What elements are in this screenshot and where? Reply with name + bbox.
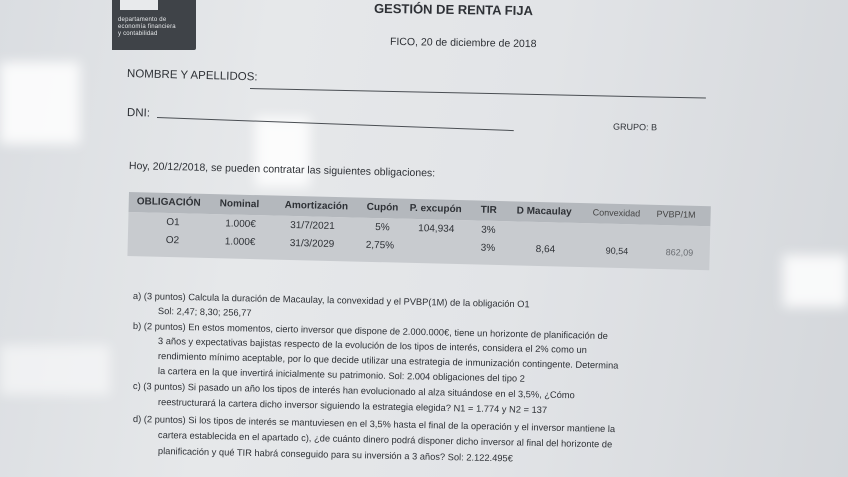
col-d-macaulay: D Macaulay bbox=[516, 205, 572, 218]
group-label: GRUPO: B bbox=[612, 121, 658, 133]
question-b-line: rendimiento mínimo aceptable, por lo que decide utilizar una estrategia de inmunización contingente. Determina bbox=[157, 351, 619, 371]
name-label: NOMBRE Y APELLIDOS: bbox=[126, 68, 258, 84]
question-a-line: Sol: 2,47; 8,30; 256,77 bbox=[157, 306, 252, 318]
table-cell: O1 bbox=[166, 216, 180, 229]
col-amortizacion: Amortización bbox=[284, 199, 349, 213]
table-cell: 31/3/2029 bbox=[289, 237, 335, 251]
light-glare bbox=[255, 117, 310, 187]
question-b: b) (2 puntos) En estos momentos, cierto inversor que dispone de 2.000.000€, tiene un horizonte de planificación de bbox=[132, 321, 608, 341]
question-d-line: planificación y qué TIR habrá conseguido para su inversión a 3 años? Sol: 2.122.495€ bbox=[157, 446, 513, 464]
col-cupon: Cupón bbox=[366, 201, 399, 214]
col-obligacion: OBLIGACIÓN bbox=[136, 196, 201, 209]
date-line: FICO, 20 de diciembre de 2018 bbox=[389, 35, 537, 51]
table-cell: 1.000€ bbox=[224, 236, 256, 249]
light-glare bbox=[783, 255, 848, 307]
col-tir: TIR bbox=[480, 204, 497, 216]
department-logo bbox=[112, 0, 196, 50]
question-d-line: cartera establecida en el apartado c), ¿de cuánto dinero podrá disponer dicho inversor al final del horizonte de bbox=[157, 430, 613, 450]
dni-label: DNI: bbox=[126, 107, 151, 120]
table-cell: 8,64 bbox=[535, 243, 556, 256]
name-line bbox=[250, 88, 706, 99]
logo-text: y contabilidad bbox=[118, 31, 158, 37]
col-pvbp: PVBP/1M bbox=[656, 208, 696, 220]
table-cell: 3% bbox=[481, 224, 496, 236]
intro-text: Hoy, 20/12/2018, se pueden contratar las siguientes obligaciones: bbox=[128, 160, 436, 180]
table-cell: 862,09 bbox=[665, 247, 694, 258]
page-title: GESTIÓN DE RENTA FIJA bbox=[373, 0, 534, 19]
question-c: c) (3 puntos) Si pasado un año los tipos de interés han evolucionado al alza situándose en el 3,5%, ¿Cómo bbox=[132, 381, 575, 401]
table-cell: 1.000€ bbox=[225, 218, 256, 231]
logo-mark bbox=[120, 0, 158, 10]
table-cell: 5% bbox=[375, 222, 390, 234]
table-cell: 104,934 bbox=[418, 223, 455, 235]
table-cell: 90,54 bbox=[605, 245, 629, 257]
col-precio-excupon: P. excupón bbox=[409, 202, 462, 216]
question-d: d) (2 puntos) Si los tipos de interés se mantuviesen en el 3,5% hasta el final de la operación y el inversor mantiene la bbox=[132, 414, 616, 435]
logo-text: economía financiera bbox=[118, 24, 176, 30]
light-glare bbox=[0, 345, 110, 395]
col-convexidad: Convexidad bbox=[592, 207, 641, 219]
question-b-line: la cartera en la que invertirá inicialmente su patrimonio. Sol: 2.004 obligaciones del tipo 2 bbox=[157, 366, 525, 384]
question-b-line: 3 años y expectativas bajistas respecto de la evolución de los tipos de interés, considera el 2% como un bbox=[157, 336, 587, 355]
table-cell: O2 bbox=[165, 234, 180, 247]
light-glare bbox=[0, 62, 80, 144]
bonds-table bbox=[127, 192, 710, 270]
table-cell: 3% bbox=[480, 242, 496, 254]
table-cell: 2,75% bbox=[365, 239, 395, 252]
col-nominal: Nominal bbox=[219, 198, 260, 211]
question-a: a) (3 puntos) Calcula la duración de Macaulay, la convexidad y el PVBP(1M) de la obligación O1 bbox=[132, 291, 530, 310]
table-cell: 31/7/2021 bbox=[290, 219, 335, 233]
question-c-line: reestructurará la cartera dicho inversor siguiendo la estrategia elegida? N1 = 1.774 y N2 = 137 bbox=[157, 397, 548, 416]
dni-line bbox=[157, 117, 514, 131]
logo-text: departamento de bbox=[118, 17, 167, 23]
